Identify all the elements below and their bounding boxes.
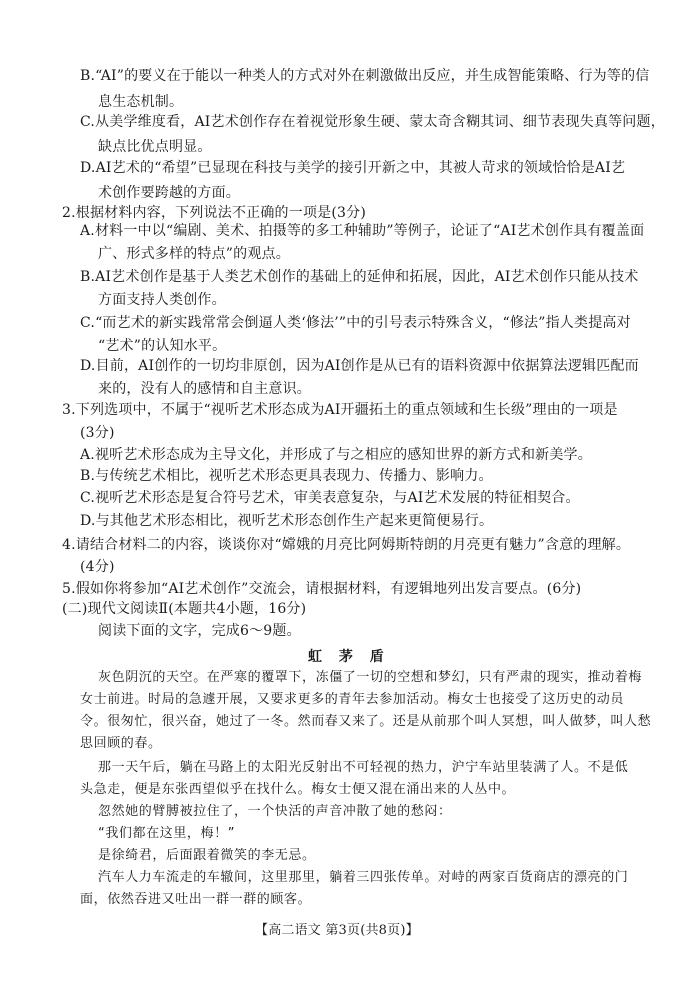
q1-option-c-line2: 缺点比优点明显。 (98, 139, 212, 155)
q2-option-c-line1: C.“而艺术的新实践常常会倒逼人类‘修法’”中的引号表示特殊含义，“修法”指人类提高对 (80, 315, 631, 331)
passage-p1-line1: 灰色阴沉的天空。在严寒的覆罩下，冻僵了一切的空想和梦幻，只有严肃的现实，推动着梅 (98, 670, 643, 685)
q1-option-c-line1: C.从美学维度看，AI艺术创作存在着视觉形象生硬、蒙太奇含糊其词、细节表现失真等问题， (80, 114, 665, 130)
q2-option-c-line2: “艺术”的认知水平。 (98, 338, 227, 354)
q4-line1: 4.请结合材料二的内容，谈谈你对“嫦娥的月亮比阿姆斯特朗的月亮更有魅力”含意的理解。 (62, 537, 631, 553)
q3-option-a: A.视听艺术形态成为主导文化，并形成了与之相应的感知世界的新方式和新美学。 (80, 447, 592, 463)
q3-stem-line1: 3.下列选项中，不属于“视听艺术形态成为AI开疆拓土的重点领域和生长级”理由的一项是 (62, 402, 618, 418)
q2-option-a-line2: 广、形式多样的特点”的观点。 (98, 246, 290, 262)
passage-title: 虹 茅 盾 (308, 649, 390, 665)
q4-line2: (4分) (80, 559, 115, 575)
page-footer: 【高二语文 第3页(共8页)】 (255, 923, 419, 938)
passage-p5: 是徐绮君，后面跟着微笑的李无忌。 (98, 848, 316, 863)
q1-option-b-line1: B.“AI”的要义在于能以一种类人的方式对外在刺激做出反应，并生成智能策略、行为等的信 (80, 68, 650, 84)
q5: 5.假如你将参加“AI艺术创作”交流会，请根据材料，有逻辑地列出发言要点。(6分) (62, 581, 582, 597)
passage-p6-line2: 面，依然吞进又吐出一群一群的顾客。 (80, 892, 312, 907)
q3-stem-line2: (3分) (80, 425, 115, 441)
section-instruction: 阅读下面的文字，完成6～9题。 (98, 623, 301, 639)
passage-p2-line2: 头急走，便是东张西望似乎在找什么。梅女士便又混在涌出来的人丛中。 (80, 782, 516, 797)
q2-option-d-line2: 来的，没有人的感情和自主意识。 (98, 381, 311, 397)
q3-option-c: C.视听艺术形态是复合符号艺术，审美表意复杂，与AI艺术发展的特征相契合。 (80, 490, 580, 506)
q3-option-b: B.与传统艺术相比，视听艺术形态更具表现力、传播力、影响力。 (80, 468, 493, 484)
q2-option-a-line1: A.材料一中以“编剧、美术、拍摄等的多工种辅助”等例子，论证了“AI艺术创作具有覆盖面 (80, 223, 645, 239)
q1-option-b-line2: 息生态机制。 (98, 94, 184, 110)
passage-p2-line1: 那一天午后，躺在马路上的太阳光反射出不可轻视的热力，沪宁车站里装满了人。不是低 (98, 760, 629, 775)
q2-option-d-line1: D.目前，AI创作的一切均非原创，因为AI创作是从已有的语料资源中依据算法逻辑匹配而 (80, 358, 639, 374)
passage-p3: 忽然她的臂膊被拉住了，一个快活的声音冲散了她的愁闷： (98, 804, 452, 819)
q1-option-d-line2: 术创作要跨越的方面。 (98, 185, 240, 201)
passage-p1-line4: 思回顾的春。 (80, 736, 162, 751)
q2-option-b-line2: 方面支持人类创作。 (98, 292, 226, 308)
q2-stem: 2.根据材料内容，下列说法不正确的一项是(3分) (62, 205, 366, 221)
section-heading: (二)现代文阅读Ⅱ(本题共4小题，16分) (62, 601, 307, 617)
passage-p1-line3: 令。很匆忙，很兴奋，她过了一冬。然而春又来了。还是从前那个叫人冥想，叫人做梦，叫人愁 (80, 714, 652, 729)
passage-p6-line1: 汽车人力车流走的车辙间，这里那里，躺着三四张传单。对峙的两家百货商店的漂亮的门 (98, 870, 629, 885)
q1-option-d-line1: D.AI艺术的“希望”已显现在科技与美学的接引开新之中，其被人苛求的领域恰恰是AI艺 (80, 160, 626, 176)
q2-option-b-line1: B.AI艺术创作是基于人类艺术创作的基础上的延伸和拓展，因此，AI艺术创作只能从技术 (80, 269, 639, 285)
q3-option-d: D.与其他艺术形态相比，视听艺术形态创作生产起来更简便易行。 (80, 513, 494, 529)
passage-p1-line2: 女士前进。时局的急遽开展，又要求更多的青年去参加活动。梅女士也接受了这历史的动员 (80, 692, 625, 707)
passage-p4: “我们都在这里，梅！” (98, 826, 236, 841)
